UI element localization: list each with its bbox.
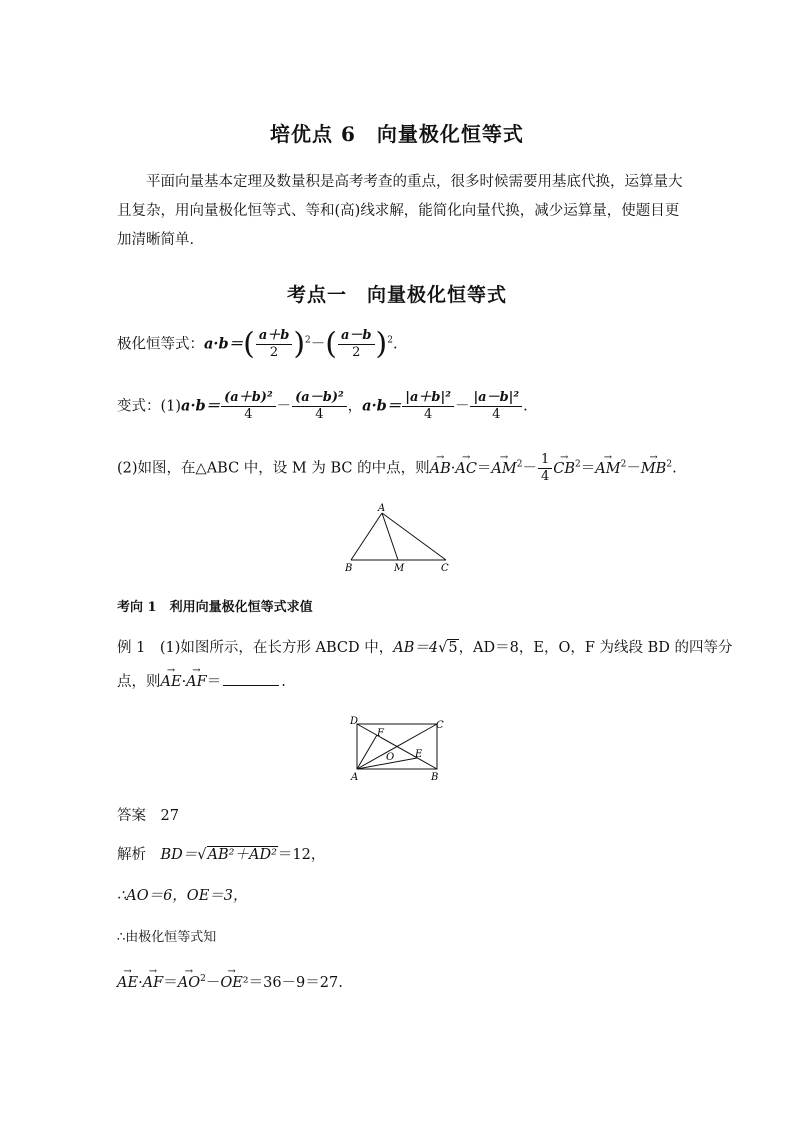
label-c: C xyxy=(441,563,449,574)
label-b: B xyxy=(345,563,353,574)
label-a2: A xyxy=(351,772,359,783)
variant-line: 变式：(1)a·b＝ $\frac{\text{(a＋b)²}}{4}$ － $\frac{\text{(a－b)²}}{4}$ ，a·b＝ $\frac{\text{|a＋b|²}}{4}$ － $\frac{\text{|a－b|²}}{4}$ . xyxy=(117,390,528,422)
example-line-1: 例 1 (1)如图所示，在长方形 ABCD 中，AB＝4√5，AD＝8，E，O，F 为线段 BD 的四等分 xyxy=(117,640,733,656)
side-ac xyxy=(382,513,446,560)
analysis-line-2: ∴AO＝6，OE＝3， xyxy=(117,888,248,904)
label-m: M xyxy=(394,563,405,574)
label-o: O xyxy=(386,752,395,763)
analysis-line-4: → $AE\cdot\to AF=\to AO^2-\to OE^2=36-9=27$. xyxy=(117,971,343,992)
label-b2: B xyxy=(431,772,439,783)
direction-heading: 考向 1 利用向量极化恒等式求值 xyxy=(117,600,313,615)
label-e: E xyxy=(415,749,423,760)
identity-line: 极化恒等式：a·b＝( $\frac{a+b}{2}$ )$^2$－( $\frac{a-b}{2}$ )$^2$. xyxy=(117,326,398,362)
label-f: F xyxy=(377,728,384,739)
label-a: A xyxy=(378,503,386,514)
analysis-line-3: ∴由极化恒等式知 xyxy=(117,930,217,945)
answer-blank xyxy=(223,685,279,686)
analysis-line-1: 解析 BD＝√AB²＋AD²＝12， xyxy=(117,847,326,863)
triangle-figure xyxy=(338,500,458,578)
variant2-line: (2)如图，在△ABC 中，设 M 为 BC 的中点，则→ $AB\cdot\to AC=\to AM^2-$ $\frac{1}{4}$ → $CB^2=\to AM^2-\to MB^2$. xyxy=(117,452,677,485)
rectangle-figure xyxy=(345,712,450,784)
example-line-2: 点，则→ AE·→ AF＝ . xyxy=(117,670,286,691)
intro-paragraph: 平面向量基本定理及数量积是高考考查的重点，很多时候需要用基底代换，运算量大且复杂，用向量极化恒等式、等和(高)线求解，能简化向量代换，减少运算量，使题目更加清晰简单． xyxy=(117,174,683,248)
section-heading: 考点一 向量极化恒等式 xyxy=(286,284,507,306)
label-c2: C xyxy=(436,720,444,731)
answer-line: 答案 27 xyxy=(117,808,179,824)
page-title: 培优点 6 向量极化恒等式 xyxy=(270,122,524,146)
label-d: D xyxy=(350,716,359,727)
median-am xyxy=(382,513,398,560)
side-ab xyxy=(351,513,382,560)
